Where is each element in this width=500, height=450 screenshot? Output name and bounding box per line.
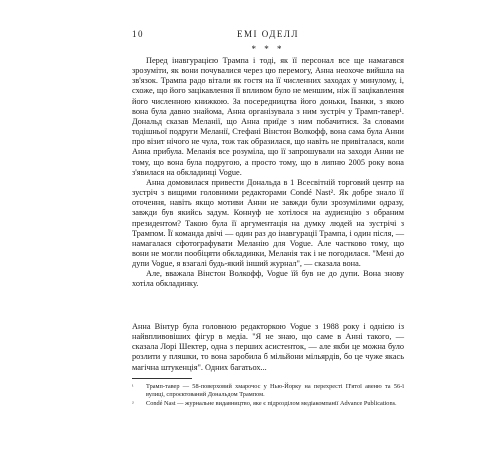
footnotes xyxy=(132,383,404,409)
footnote-1 xyxy=(132,383,404,399)
new-section-text-block xyxy=(132,322,404,373)
section-opening-paragraph: Анна Вінтур була головною редакторкою Vogue з 1988 року і однією із найвпливовіших фігур в медіа. "Я не знаю, що саме в Анні такого, — сказала Лорі Шектер, одна з перших асистенток, — але якби це можна було розлити у пляшки, то вона заробила б мільйони мільярдів, бо це чуже якась магічна штукенція". Одних багатьох... xyxy=(132,322,404,372)
paragraph-1: Перед інавгурацією Трампа і тоді, як її персонал все ще намагався зрозуміти, як вони почувалися через цю перемогу, Анна неохоче вийшла на зв'язок. Трампа радо вітали як гостя на її численних заходах у минулому, і, схоже, що його зацікавлення її впливом було не меншим, ніж її зацікавлення його численною книжкою. За посередництва його доньки, Іванки, з якою вона була давно знайома, Анна організувала з ним зустріч у Трамп-тавер¹. Дональд сказав Меланії, що Анна приїде з ним побачитися. За словами тодішньої подруги Меланії, Стефані Вінстон Волкофф, вона сама була Анни про візит нічого не чула, тож так образилася, що навіть не привіталася, коли Анна прибула. Меланія все розуміла, що її запрошували на заходи Анни не тому, що вона була подругою, а просто тому, що в липню 2005 року вона з'явилася на обкладинці Vogue. xyxy=(132,56,404,177)
paragraph-3: Але, вважала Вінстон Волкофф, Vogue їй був не до дупи. Вона знову хотіла обкладинку. xyxy=(132,269,404,289)
footnote-1-text: Трамп-тавер — 58-поверховий хмарочос у Нью-Йорку на перехресті П'ятої авеню та 56-ї вулиці, спроєктований Дональдом Трампом. xyxy=(146,383,404,398)
page-number: 10 xyxy=(132,29,144,39)
footnote-1-mark: ¹ xyxy=(132,384,134,390)
page-header xyxy=(132,28,404,40)
footnote-rule xyxy=(132,378,192,379)
main-text-block xyxy=(132,56,404,290)
section-separator: * * * xyxy=(251,44,285,54)
footnote-2-text: Condé Nast — журнальне видавництво, яке є підрозділом медіакомпанії Advance Publications. xyxy=(146,400,397,407)
footnote-2-mark: ² xyxy=(132,401,134,407)
footnote-2 xyxy=(132,400,404,408)
running-head: ЕМІ ОДЕЛЛ xyxy=(236,29,300,39)
paragraph-2: Анна домовилася привести Дональда в 1 Всесвітній торговий центр на зустріч з вищими головними редакторами Condé Nast². Як добре знало її оточення, навіть якщо мотиви Анни не завжди були зрозумілими одразу, завжди був якийсь задум. Коннуф не хотілося на аудиєнцію з обраним президентом? Такою була її аргументація на думку людей на зустрічі з Трампом. Її команда двічі — один раз до інавгурації Трампа, і один після, — намагалася сфотографувати Меланію для Vogue. Але частково тому, що вони не могли пообіцяти обкладинки, Меланія так і не погодилася. "Мені до дупи Vogue, я взагалі будь-який інший журнал", — сказала вона. xyxy=(132,177,404,269)
